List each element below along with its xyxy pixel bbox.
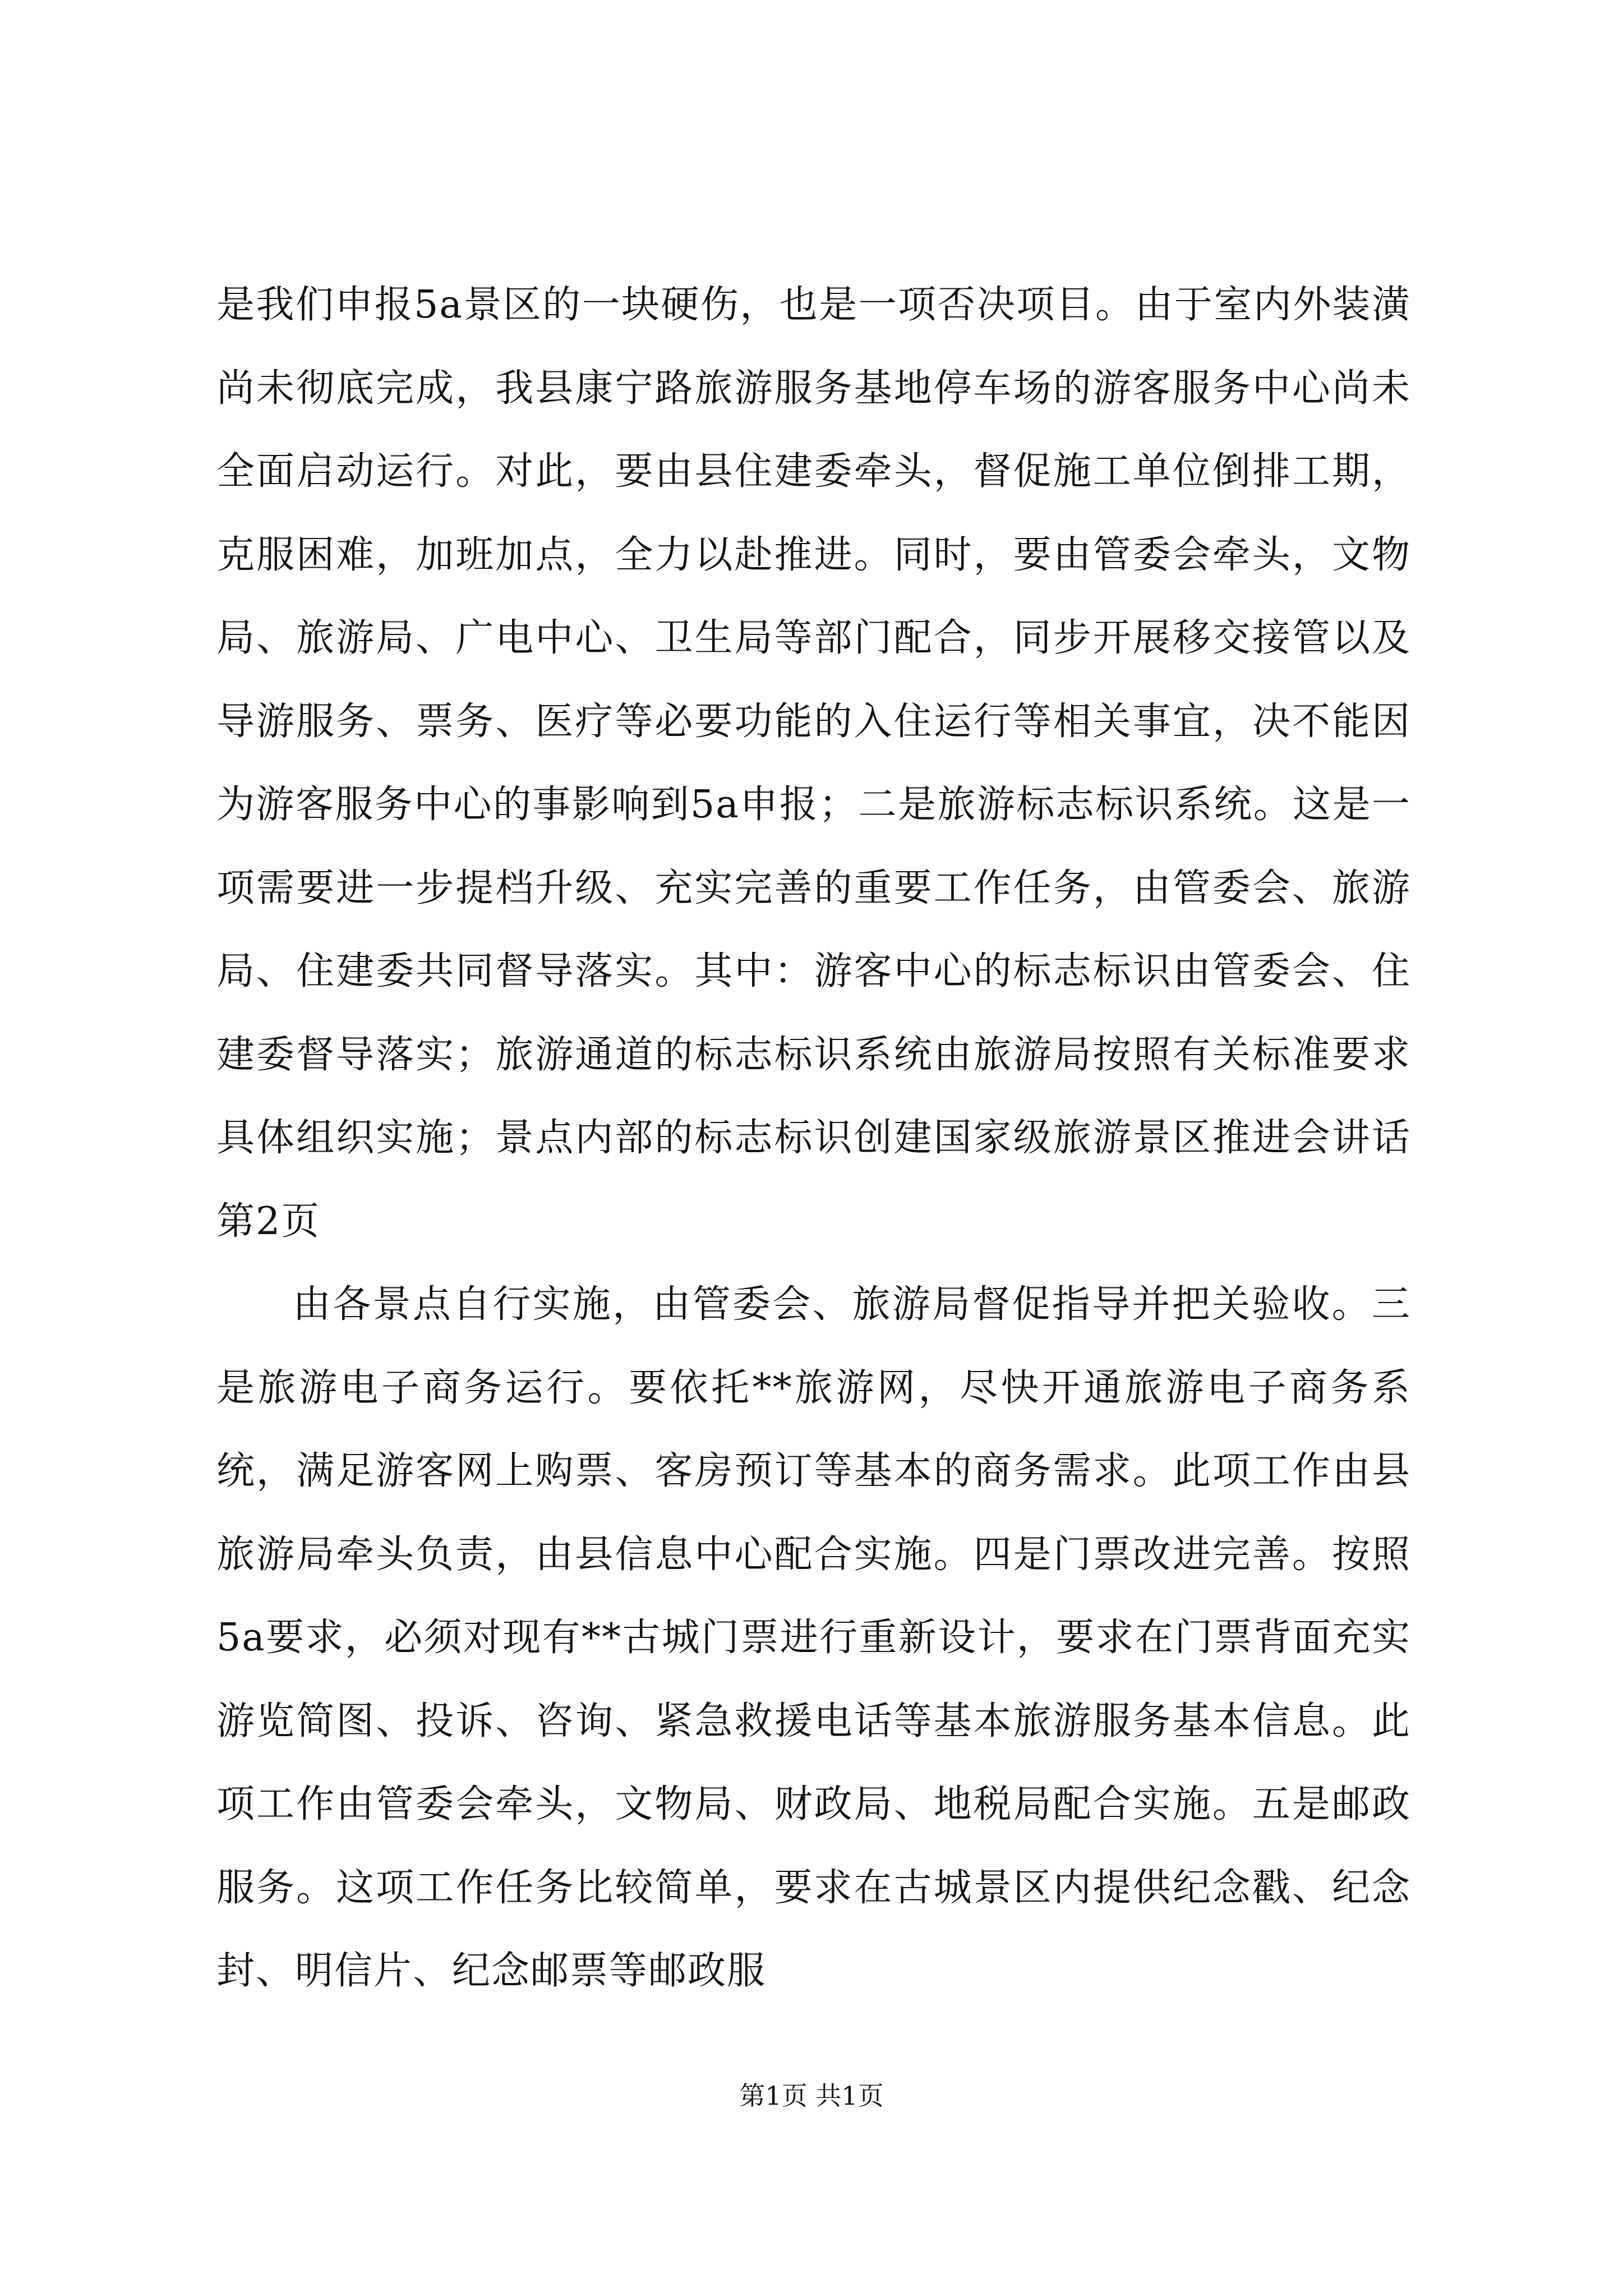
paragraph-2: 由各景点自行实施，由管委会、旅游局督促指导并把关验收。三是旅游电子商务运行。要依托**旅游网，尽快开通旅游电子商务系统，满足游客网上购票、客房预订等基本的商务需求。此项工作由县旅游局牵头负责，由县信息中心配合实施。四是门票改进完善。按照5a要求，必须对现有**古城门票进行重新设计，要求在门票背面充实游览简图、投诉、咨询、紧急救援电话等基本旅游服务基本信息。此项工作由管委会牵头，文物局、财政局、地税局配合实施。五是邮政服务。这项工作任务比较简单，要求在古城景区内提供纪念戳、纪念封、明信片、纪念邮票等邮政服 [216, 1282, 1411, 1993]
page-footer: 第1页 共1页 [739, 2081, 884, 2111]
document-body [216, 264, 1411, 2013]
paragraph-1: 是我们申报5a景区的一块硬伤，也是一项否决项目。由于室内外装潢尚未彻底完成，我县康宁路旅游服务基地停车场的游客服务中心尚未全面启动运行。对此，要由县住建委牵头，督促施工单位倒排工期，克服困难，加班加点，全力以赴推进。同时，要由管委会牵头，文物局、旅游局、广电中心、卫生局等部门配合，同步开展移交接管以及导游服务、票务、医疗等必要功能的入住运行等相关事宜，决不能因为游客服务中心的事影响到5a申报；二是旅游标志标识系统。这是一项需要进一步提档升级、充实完善的重要工作任务，由管委会、旅游局、住建委共同督导落实。其中：游客中心的标志标识由管委会、住建委督导落实；旅游通道的标志标识系统由旅游局按照有关标准要求具体组织实施；景点内部的标志标识创建国家级旅游景区推进会讲话第2页 [216, 283, 1411, 1244]
